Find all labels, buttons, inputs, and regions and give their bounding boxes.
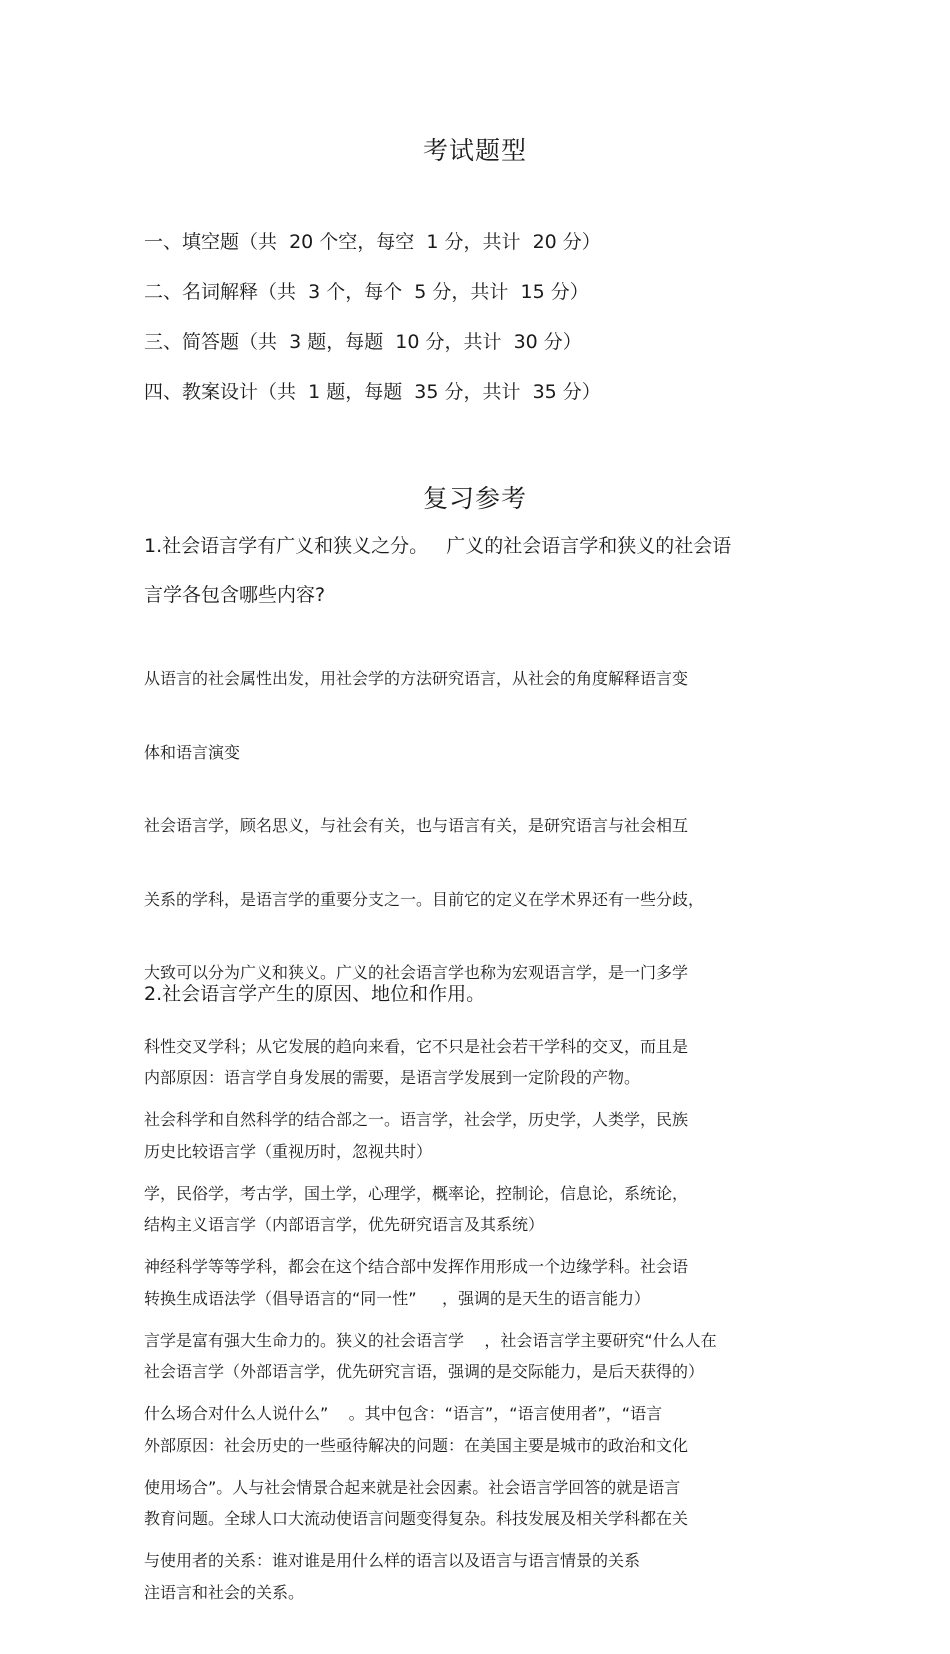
answer-line: 转换生成语法学（倡导语言的“同一性” ，强调的是天生的语言能力） [144,1288,651,1308]
review-title: 复习参考 [422,484,527,513]
question-type-list [144,228,601,428]
answer-line: 大致可以分为广义和狭义。广义的社会语言学也称为宏观语言学，是一门多学 [144,963,689,982]
answer-line: 从语言的社会属性出发，用社会学的方法研究语言，从社会的角度解释语言变 [144,669,689,688]
answer-line: 结构主义语言学（内部语言学，优先研究语言及其系统） [144,1215,545,1234]
answer-line: 神经科学等等学科，都会在这个结合部中发挥作用形成一个边缘学科。社会语 [144,1257,689,1276]
answer-line: 言学是富有强大生命力的。狭义的社会语言学 ，社会语言学主要研究“什么人在 [144,1330,717,1350]
answer-line: 外部原因：社会历史的一些亟待解决的问题：在美国主要是城市的政治和文化 [144,1435,689,1455]
question-2-heading: 2.社会语言学产生的原因、地位和作用。 [144,983,486,1005]
answer-line: 关系的学科，是语言学的重要分支之一。目前它的定义在学术界还有一些分歧， [144,889,705,909]
answer-line: 使用场合”。人与社会情景合起来就是社会因素。社会语言学回答的就是语言 [144,1477,681,1497]
question-type-item: 三、简答题（共 3 题，每题 10 分，共计 30 分） [144,331,582,353]
question-type-item: 二、名词解释（共 3 个，每个 5 分，共计 15 分） [144,281,589,303]
answer-line: 体和语言演变 [144,742,241,762]
question-type-item: 一、填空题（共 20 个空，每空 1 分，共计 20 分） [144,231,601,253]
answer-line: 注语言和社会的关系。 [144,1582,305,1602]
question-1-heading-continued: 言学各包含哪些内容? [144,584,326,606]
exam-types-title: 考试题型 [422,136,527,165]
answer-line: 历史比较语言学（重视历时，忽视共时） [144,1141,433,1161]
question-2-answer [144,1017,704,1654]
answer-line: 什么场合对什么人说什么” 。其中包含：“语言”，“语言使用者”，“语言 [144,1404,663,1423]
answer-line: 教育问题。全球人口大流动使语言问题变得复杂。科技发展及相关学科都在关 [144,1509,689,1528]
answer-line: 与使用者的关系：谁对谁是用什么样的语言以及语言与语言情景的关系 [144,1551,641,1570]
question-1-heading: 1.社会语言学有广义和狭义之分。 广义的社会语言学和狭义的社会语 [144,535,732,557]
question-type-item: 四、教案设计（共 1 题，每题 35 分，共计 35 分） [144,381,601,403]
answer-line: 社会语言学，顾名思义，与社会有关，也与语言有关，是研究语言与社会相互 [144,816,689,835]
answer-line: 学，民俗学，考古学，国土学，心理学，概率论，控制论，信息论，系统论， [144,1183,689,1203]
answer-line: 科性交叉学科；从它发展的趋向来看，它不只是社会若干学科的交叉，而且是 [144,1036,689,1056]
answer-line: 社会语言学（外部语言学，优先研究言语，强调的是交际能力，是后天获得的） [144,1362,705,1381]
answer-line: 社会科学和自然科学的结合部之一。语言学，社会学，历史学，人类学，民族 [144,1110,689,1129]
answer-line: 内部原因：语言学自身发展的需要，是语言学发展到一定阶段的产物。 [144,1068,641,1087]
